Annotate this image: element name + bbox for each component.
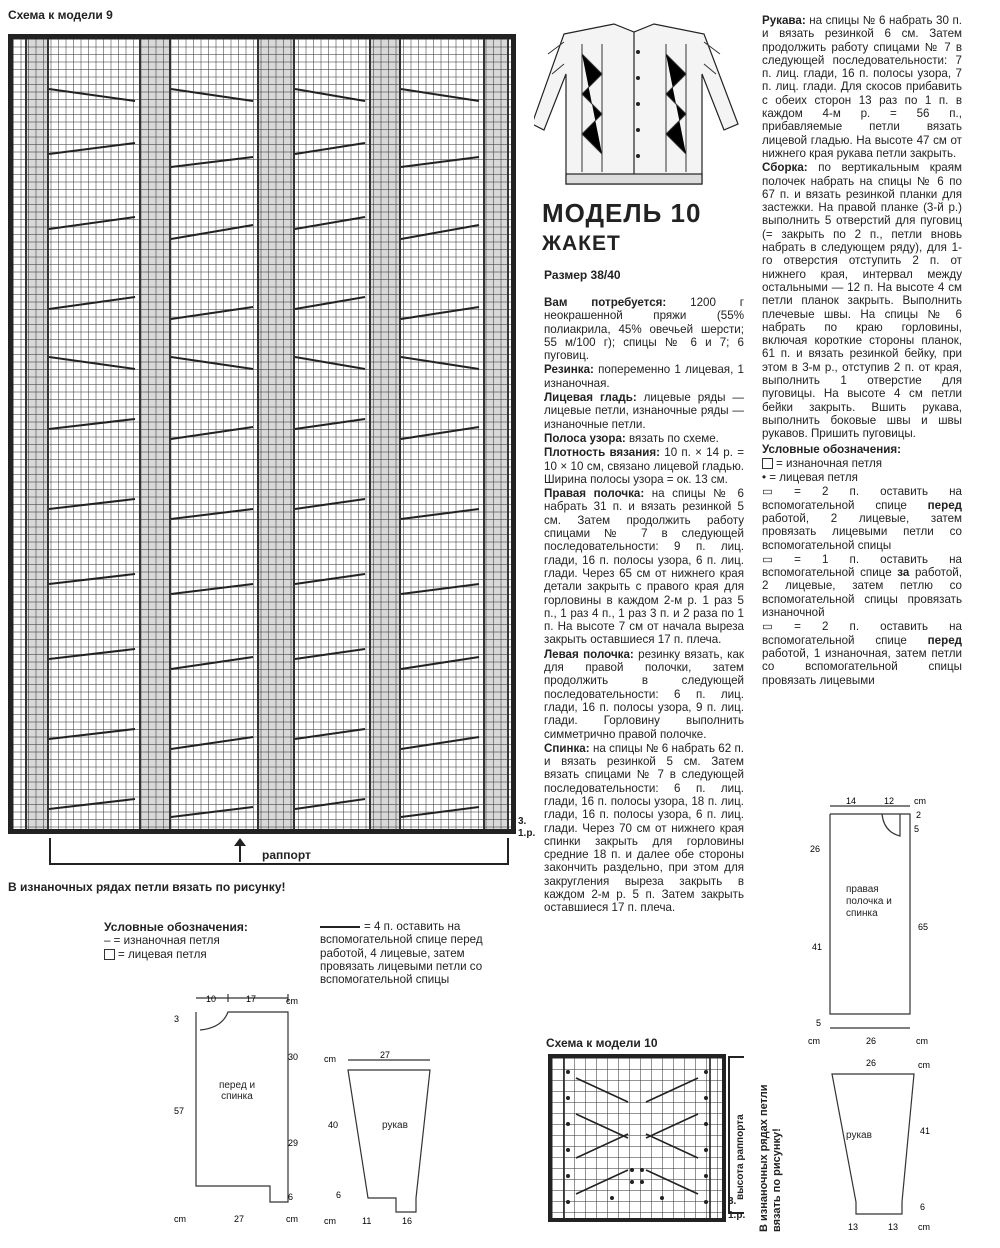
dim-bottom-b: 16 [402,1216,413,1226]
purl-square-icon [762,458,773,469]
cm-label: cm [918,1222,930,1232]
model10-knitting-chart [548,1054,726,1222]
dim-right-c: 6 [288,1192,294,1202]
dim-right-c: 65 [918,922,929,932]
cm-label: cm [286,996,298,1006]
dim-left-bottom: 6 [336,1190,342,1200]
cable-back-icon: ▭ [762,552,795,566]
cable-front-icon: ▭ [762,485,795,499]
model10-column-right: Рукава: на спицы № 6 набрать 30 п. и вязать резинкой 6 см. Затем продолжить работу спицами № 7 в следующей последовательности: 7 п. лиц. глади, 16 п. полосы узора, 7 п. лиц. глади. Для скосов прибавить с обеих сторон 13 раз по 1 п. в каждом 4-м р. = 56 п., прибавляемые петли вязать лицевой гладью. На высоте 47 см от нижнего края рукава петли закрыть. Сборка: по вертикальным краям полочек набрать на спицы № 6 по 67 п. и вязать резинкой планки для застежки. На правой планке (3-й р.) выполнить 5 отверстий для пуговиц (= закрыть по 2 п., петли вновь набрать в следующем ряду), для 1-го отверстия отступить 2 п. от нижнего края, интервал между остальными — 12 п. На высоте 4 см петли планок закрыть. Выполнить плечевые швы. На спицы № 6 набрать по краю горловины, включая короткие стороны планок, 61 п. и вязать резинкой бейку, при этом в 3-м р., отступив 2 п. от края, выполнить 1 отверстие для пуговицы. На высоте 4 см петли бейки закрыть. Вшить рукава, выполнить боковые швы и швы рукавов. Пришить пуговицы. Условные обозначения: = изнаночная петля • = лицевая петля ▭ = 2 п. оставить на вспомогательной спице перед работой, 2 лицевые, затем провязать лицевыми петли со вспомогательной спицы ▭ = 1 п. оставить на вспомогательной спице за работой, 2 лицевые, затем петлю со вспомогательной спицы провязать изнаночной ▭ = 2 п. оставить на вспомогательной спице перед работой, 1 изнаночная, затем петли со вспомогательной спицы провязать лицевыми [762,14,962,687]
dim-top: 26 [866,1058,877,1068]
dim-left-top: 3 [174,1014,180,1024]
model9-legend-knit: = лицевая петля [104,948,207,961]
dim-left-bottom: 57 [174,1106,185,1116]
model10-size: Размер 38/40 [544,268,621,282]
model10-purl-note: В изнаночных рядах петли вязать по рисунку! [758,1084,783,1232]
model9-chart-title: Схема к модели 9 [8,8,113,22]
model9-legend-purl: – = изнаночная петля [104,934,220,947]
front-pattern-label: правая полочка и спинка [846,884,892,919]
dim-right-b: 29 [288,1138,299,1148]
chart-cable-lines [13,39,511,829]
cm-label: cm [918,1060,930,1070]
sleeve-pattern-label: рукав [846,1130,872,1141]
model10-pattern-front-back [800,794,960,1050]
sleeve-label: рукав [382,1120,408,1131]
dim-right-b: 5 [914,824,920,834]
dim-top: 27 [380,1050,391,1060]
cm-label: cm [174,1214,186,1224]
dim-left-a: 26 [810,844,821,854]
cable-line-icon [320,926,360,928]
dim-bottom: 26 [866,1036,877,1046]
model9-pattern-sleeve [320,1048,440,1228]
dim-bottom-b: 13 [888,1222,899,1232]
cable-purl-icon: ▭ [762,620,795,634]
dim-left-b: 41 [812,942,823,952]
knit-dot-icon: • [762,471,770,485]
model10-title: МОДЕЛЬ 10 [542,198,702,228]
jacket-illustration [534,14,744,190]
dim-bottom-a: 11 [362,1216,372,1226]
pattern-label: перед и спинка [218,1080,256,1102]
dim-right: 41 [920,1126,931,1136]
dim-right-b: 6 [920,1202,926,1212]
dim-right-a: 2 [916,810,922,820]
purl-dash-icon: – [104,934,114,947]
model9-knitting-chart [8,34,516,834]
dim-left: 40 [328,1120,339,1130]
model10-subtitle: ЖАКЕТ [542,232,621,255]
model10-column-middle: Вам потребуется: 1200 г неокрашенной пряжи (55% полиакрила, 45% овечьей шерсти; 55 м/100 г); спицы № 6 и 7; 6 пуговиц. Резинка: попеременно 1 лицевая, 1 изнаночная. Лицевая гладь: лицевые ряды — лицевые петли, изнаночные ряды — изнаночные петли. Полоса узора: вязать по схеме. Плотность вязания: 10 п. × 14 р. = 10 × 10 см, связано лицевой гладью. Ширина полосы узора = ок. 13 см. Правая полочка: на спицы № 6 набрать 31 п. и вязать резинкой 5 см. Затем продолжить работу спицами № 7 в следующей последовательности: 9 п. лиц. глади, 16 п. полосы узора, 6 п. лиц. глади. Через 65 см от нижнего края детали закрыть с правого края для горловины в каждом 2-м р. 1 раз 5 п., 1 раз 4 п., 1 раз 3 п. и 2 раза по 1 п. На высоте 7 см от начала выреза закрыть оставшиеся 17 п. плеча. Левая полочка: резинку вязать, как для правой полочки, затем продолжить в следующей последовательности: 6 п. лиц. глади, 16 п. полосы узора, 9 п. лиц. глади. Горловину выполнить симметрично правой полочке. Спинка: на спицы № 6 набрать 62 п. и вязать резинкой 5 см. Затем вязать спицами № 7 в следующей последовательности: 6 п. лиц. глади, 16 п. полосы узора, 18 п. лиц. глади, 16 п. полосы узора, 6 п. лиц. глади. Через 70 см от нижнего края спинки закрыть для горловины средние 18 п. и далее обе стороны закончить раздельно, при этом для закругления выреза закрыть в каждом 2-м р. 5 п. Затем закрыть оставшиеся 17 п. плеча. [544,296,744,915]
cm-label: cm [324,1216,336,1226]
cm-label: cm [324,1054,336,1064]
dim-top-b: 17 [246,994,257,1004]
knit-square-icon [104,949,115,960]
dim-top-a: 14 [846,796,857,806]
model10-chart-title: Схема к модели 10 [546,1036,658,1050]
cm-label: cm [914,796,926,806]
dim-top-a: 10 [206,994,217,1004]
dim-right-a: 30 [288,1052,299,1062]
dim-top-b: 12 [884,796,895,806]
model10-chart-marks [552,1058,722,1218]
model9-purl-note: В изнаночных рядах петли вязать по рисунку! [8,880,286,894]
rapport-label: раппорт [262,848,311,862]
model9-legend-cable: = 4 п. оставить на вспомогательной спице перед работой, 4 лицевые, затем провязать лицевыми петли со вспомогательной спицы [320,920,483,987]
model9-legend-title: Условные обозначения: [104,920,248,934]
model10-pattern-sleeve [810,1054,960,1234]
dim-bottom: 27 [234,1214,245,1224]
rapport-height-label: высота раппорта [735,1114,746,1200]
row-label-1: 1.р. [518,828,536,839]
cm-label: cm [808,1036,820,1046]
dim-left-c: 5 [816,1018,822,1028]
cm-label: cm [286,1214,298,1224]
row-label-1: 1.р. [728,1210,746,1221]
row-label-3: 3. [518,816,527,827]
row-label-3: 3. [728,1196,737,1207]
dim-bottom-a: 13 [848,1222,859,1232]
cm-label: cm [916,1036,928,1046]
model9-pattern-front-back [170,990,320,1226]
